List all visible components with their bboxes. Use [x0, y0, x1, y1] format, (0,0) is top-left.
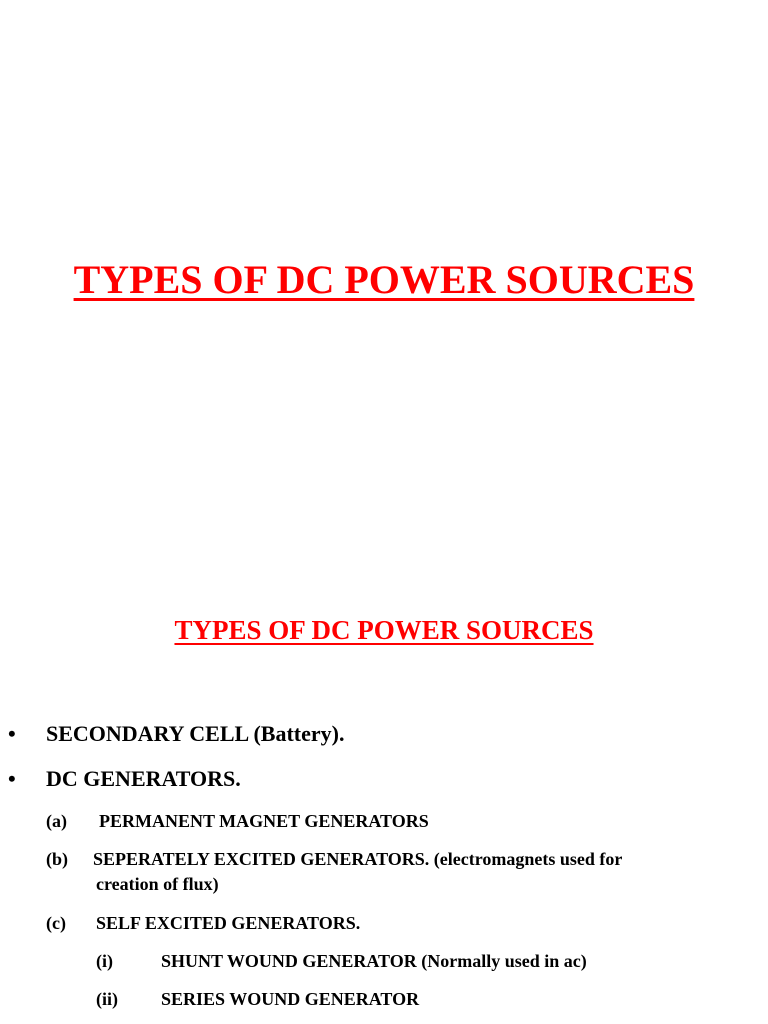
bullet-marker: •	[8, 721, 16, 746]
slide1-title: TYPES OF DC POWER SOURCES	[73, 257, 695, 302]
bullet-secondary-cell: SECONDARY CELL (Battery).	[46, 721, 345, 746]
bullet-dc-generators: DC GENERATORS.	[46, 766, 241, 791]
sub-item-self-excited: SELF EXCITED GENERATORS.	[96, 913, 361, 933]
bullet-marker: •	[8, 766, 16, 791]
sub-item-separately-excited-cont: creation of flux)	[96, 874, 219, 894]
slide2-title: TYPES OF DC POWER SOURCES	[174, 615, 594, 645]
sub-sub-item-marker-ii: (ii)	[96, 989, 118, 1009]
sub-item-permanent-magnet: PERMANENT MAGNET GENERATORS	[99, 811, 429, 831]
sub-item-marker-a: (a)	[46, 811, 67, 831]
sub-sub-item-shunt-wound: SHUNT WOUND GENERATOR (Normally used in ac)	[161, 951, 587, 971]
sub-sub-item-series-wound: SERIES WOUND GENERATOR	[161, 989, 420, 1009]
sub-item-separately-excited: SEPERATELY EXCITED GENERATORS. (electromagnets used for	[93, 849, 623, 869]
sub-sub-item-marker-i: (i)	[96, 951, 113, 971]
sub-item-marker-c: (c)	[46, 913, 66, 933]
sub-item-marker-b: (b)	[46, 849, 68, 869]
